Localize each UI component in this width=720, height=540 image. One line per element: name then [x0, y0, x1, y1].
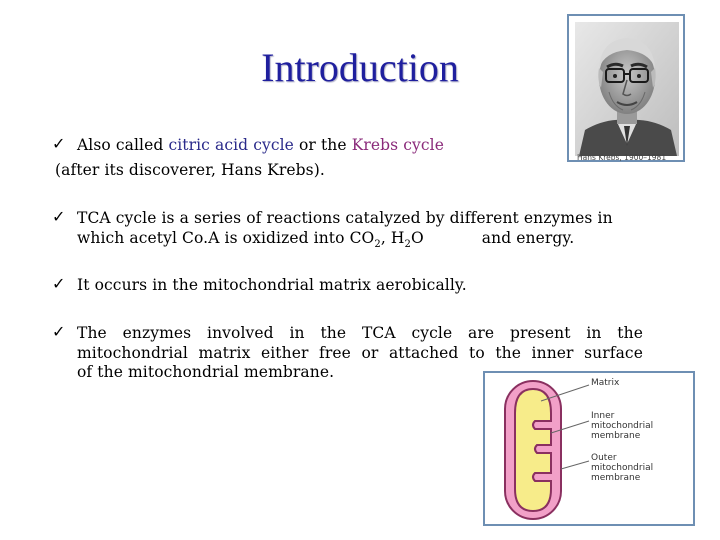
outer-label-line-2: mitochondrial	[591, 463, 654, 473]
bullet-3-line-1: It occurs in the mitochondrial matrix aerobically.	[77, 276, 467, 294]
inner-label-line-2: mitochondrial	[591, 421, 654, 431]
bullet-4-line-3: of the mitochondrial membrane.	[77, 363, 335, 381]
portrait-caption: Hans Krebs, 1900–1981	[577, 153, 667, 162]
mitochondrion-diagram	[485, 373, 693, 524]
outer-membrane-label	[591, 453, 653, 483]
subscript-2: 2	[404, 239, 411, 251]
hans-krebs-portrait	[575, 22, 679, 156]
bullet-1-line-2: (after its discoverer, Hans Krebs).	[55, 161, 325, 179]
inner-label-line-1: Inner	[591, 411, 615, 421]
subscript-2: 2	[374, 239, 381, 251]
checkmark-icon: ✓	[52, 134, 66, 153]
bullet-2-text-a: which acetyl Co.A is oxidized into CO	[77, 229, 375, 247]
bullet-4-line-2: mitochondrial matrix either free or attached to the inner surface	[77, 344, 643, 362]
inner-label-line-3: membrane	[591, 431, 641, 441]
inner-membrane-label	[591, 411, 653, 441]
bullet-1-middle: or the	[293, 136, 352, 154]
checkmark-icon: ✓	[52, 207, 66, 226]
bullet-1-prefix: Also called	[77, 136, 169, 154]
checkmark-icon: ✓	[52, 322, 66, 341]
matrix-label: Matrix	[591, 378, 620, 388]
term-krebs-cycle: Krebs cycle	[351, 136, 445, 154]
bullet-2-text-d: and energy.	[481, 229, 575, 247]
bullet-2-line-2	[77, 228, 574, 255]
bullet-1-line-1	[77, 135, 444, 155]
bullet-2-line-1: TCA cycle is a series of reactions catalyzed by different enzymes in	[77, 209, 613, 227]
outer-label-line-1: Outer	[591, 453, 617, 463]
bullet-2-text-b: , H	[380, 229, 405, 247]
checkmark-icon: ✓	[52, 274, 66, 293]
outer-label-line-3: membrane	[591, 473, 641, 483]
bullet-4-line-1: The enzymes involved in the TCA cycle are present in the	[77, 324, 643, 342]
term-citric-acid-cycle: citric acid cycle	[168, 136, 294, 154]
page-title-text: Introduction	[261, 45, 459, 90]
portrait-frame	[567, 14, 685, 162]
mitochondrion-figure	[483, 371, 695, 526]
bullet-2-text-c: O	[410, 229, 424, 247]
